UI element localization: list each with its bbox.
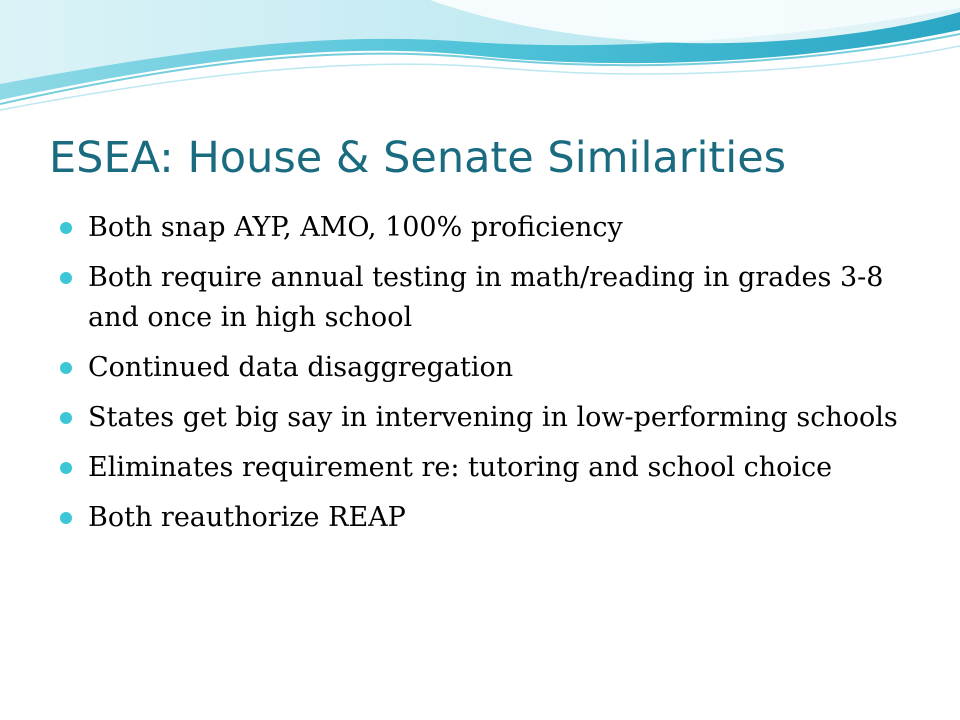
list-item [60, 498, 910, 538]
bullet-icon [60, 222, 72, 234]
bullet-text: Continued data disaggregation [88, 352, 514, 383]
bullet-icon [60, 512, 72, 524]
list-item [60, 208, 910, 248]
list-item [60, 348, 910, 388]
list-item [60, 448, 910, 488]
list-item [60, 398, 910, 438]
header-wave-decoration [0, 0, 960, 120]
bullet-icon [60, 272, 72, 284]
bullet-text: Both reauthorize REAP [88, 502, 406, 533]
bullet-text: Eliminates requirement re: tutoring and school choice [88, 452, 833, 483]
bullet-icon [60, 462, 72, 474]
bullet-text: States get big say in intervening in low-performing schools [88, 402, 898, 433]
bullet-icon [60, 412, 72, 424]
bullet-list [60, 208, 910, 548]
bullet-icon [60, 362, 72, 374]
slide-title: ESEA: House & Senate Similarities [49, 133, 787, 183]
list-item [60, 258, 910, 338]
bullet-text: Both snap AYP, AMO, 100% proficiency [88, 212, 623, 243]
bullet-text: Both require annual testing in math/reading in grades 3-8 and once in high school [88, 262, 884, 333]
